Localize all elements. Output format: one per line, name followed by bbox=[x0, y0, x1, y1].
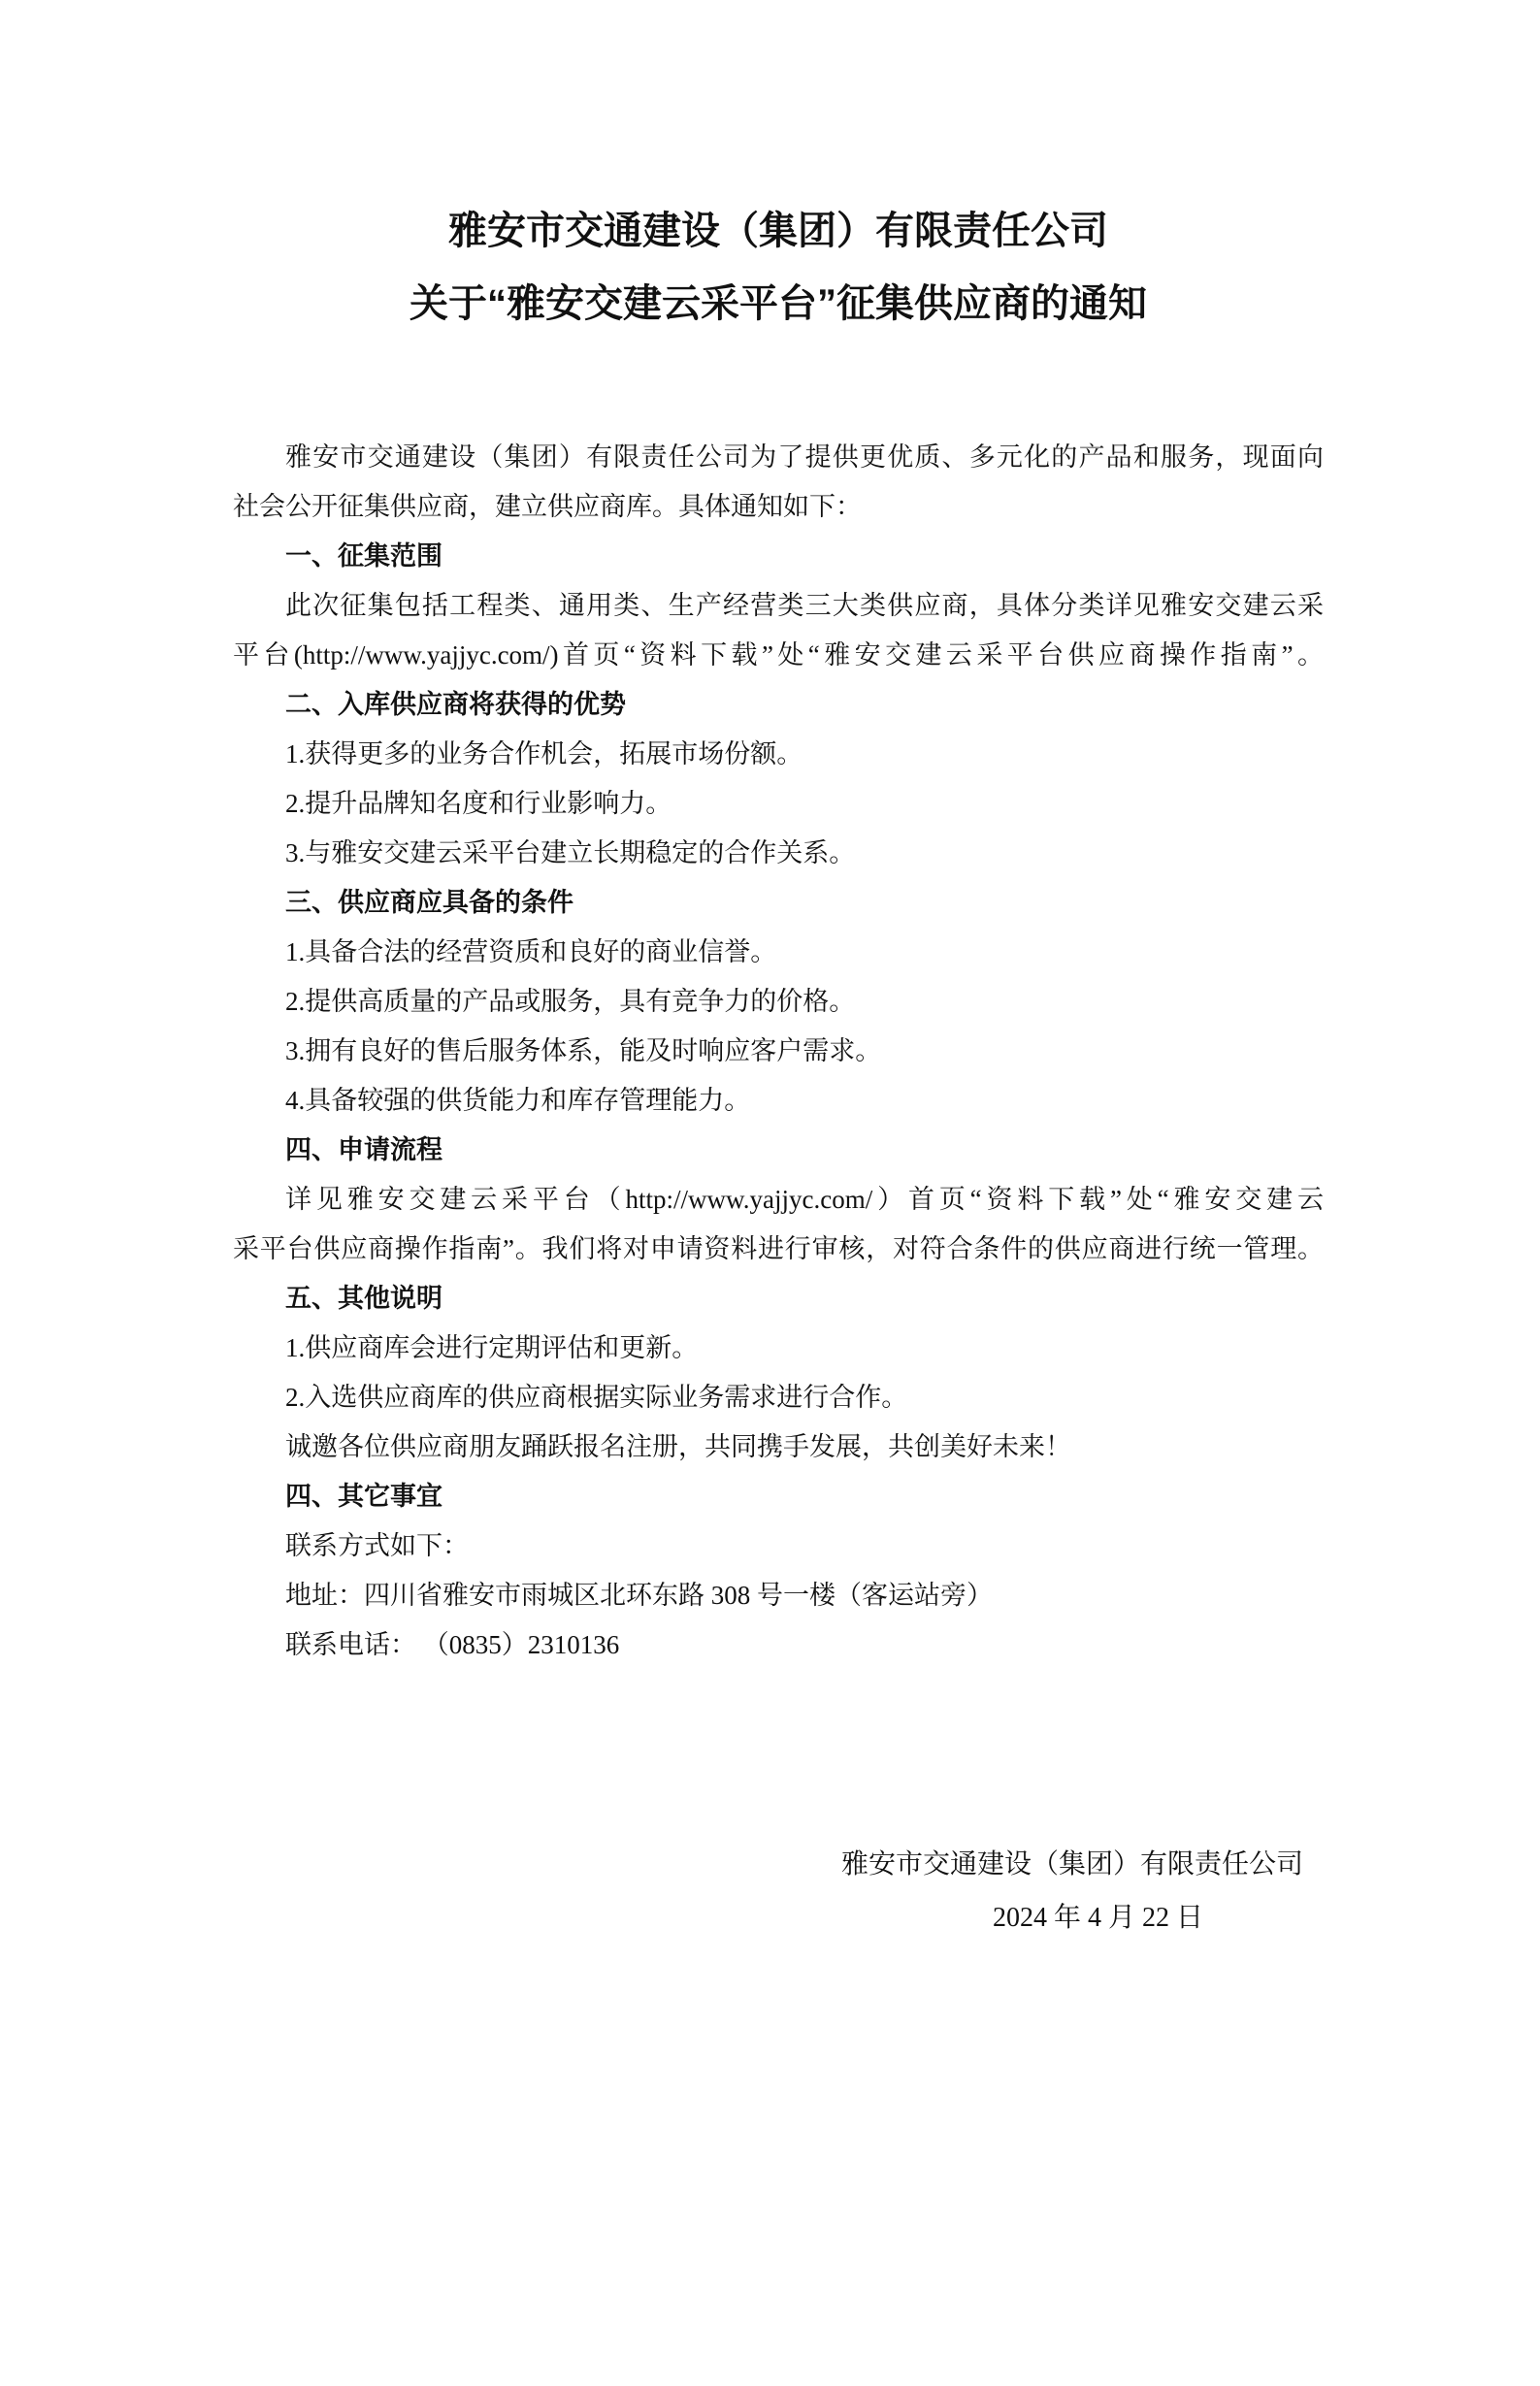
body-line: 3.拥有良好的售后服务体系，能及时响应客户需求。 bbox=[285, 1036, 882, 1065]
body-line: 1.供应商库会进行定期评估和更新。 bbox=[285, 1333, 699, 1362]
section-heading: 四、其它事宜 bbox=[285, 1482, 442, 1511]
document-body bbox=[233, 433, 1324, 1670]
body-line: 社会公开征集供应商，建立供应商库。具体通知如下： bbox=[233, 492, 862, 521]
document-title-line1: 雅安市交通建设（集团）有限责任公司 bbox=[448, 210, 1108, 252]
notice-document-page bbox=[0, 208, 1540, 2386]
section-heading: 五、其他说明 bbox=[285, 1284, 442, 1313]
body-line: 2.提供高质量的产品或服务，具有竞争力的价格。 bbox=[285, 987, 856, 1016]
body-line: 1.获得更多的业务合作机会，拓展市场份额。 bbox=[285, 739, 803, 768]
body-line: 雅安市交通建设（集团）有限责任公司为了提供更优质、多元化的产品和服务，现面向 bbox=[285, 442, 1324, 472]
section-heading: 四、申请流程 bbox=[285, 1135, 442, 1164]
body-line: 采平台供应商操作指南”。我们将对申请资料进行审核，对符合条件的供应商进行统一管理。 bbox=[233, 1234, 1324, 1263]
body-line: 2.提升品牌知名度和行业影响力。 bbox=[285, 789, 672, 818]
document-title-line2: 关于“雅安交建云采平台”征集供应商的通知 bbox=[410, 282, 1147, 325]
section-heading: 三、供应商应具备的条件 bbox=[285, 888, 573, 917]
body-line: 3.与雅安交建云采平台建立长期稳定的合作关系。 bbox=[285, 838, 856, 867]
body-line: 详见雅安交建云采平台（http://www.yajjyc.com/）首页“资料下载”处“雅安交建云 bbox=[285, 1185, 1324, 1214]
body-line: 平台(http://www.yajjyc.com/)首页“资料下载”处“雅安交建云采平台供应商操作指南”。 bbox=[233, 640, 1324, 670]
section-heading: 二、入库供应商将获得的优势 bbox=[285, 690, 626, 719]
signature-block bbox=[233, 1840, 1324, 1943]
body-line: 1.具备合法的经营资质和良好的商业信誉。 bbox=[285, 937, 777, 966]
body-line: 联系电话： （0835）2310136 bbox=[285, 1630, 620, 1659]
body-line: 此次征集包括工程类、通用类、生产经营类三大类供应商，具体分类详见雅安交建云采 bbox=[285, 591, 1324, 620]
signature-company: 雅安市交通建设（集团）有限责任公司 bbox=[840, 1849, 1303, 1879]
body-line: 4.具备较强的供货能力和库存管理能力。 bbox=[285, 1086, 751, 1115]
section-heading: 一、征集范围 bbox=[285, 541, 442, 571]
body-line: 诚邀各位供应商朋友踊跃报名注册，共同携手发展，共创美好未来！ bbox=[285, 1432, 1071, 1461]
body-line: 地址：四川省雅安市雨城区北环东路 308 号一楼（客运站旁） bbox=[285, 1581, 993, 1610]
body-line: 2.入选供应商库的供应商根据实际业务需求进行合作。 bbox=[285, 1383, 908, 1412]
signature-date: 2024 年 4 月 22 日 bbox=[992, 1903, 1203, 1933]
document-canvas bbox=[0, 208, 1540, 2386]
body-line: 联系方式如下： bbox=[285, 1531, 469, 1560]
